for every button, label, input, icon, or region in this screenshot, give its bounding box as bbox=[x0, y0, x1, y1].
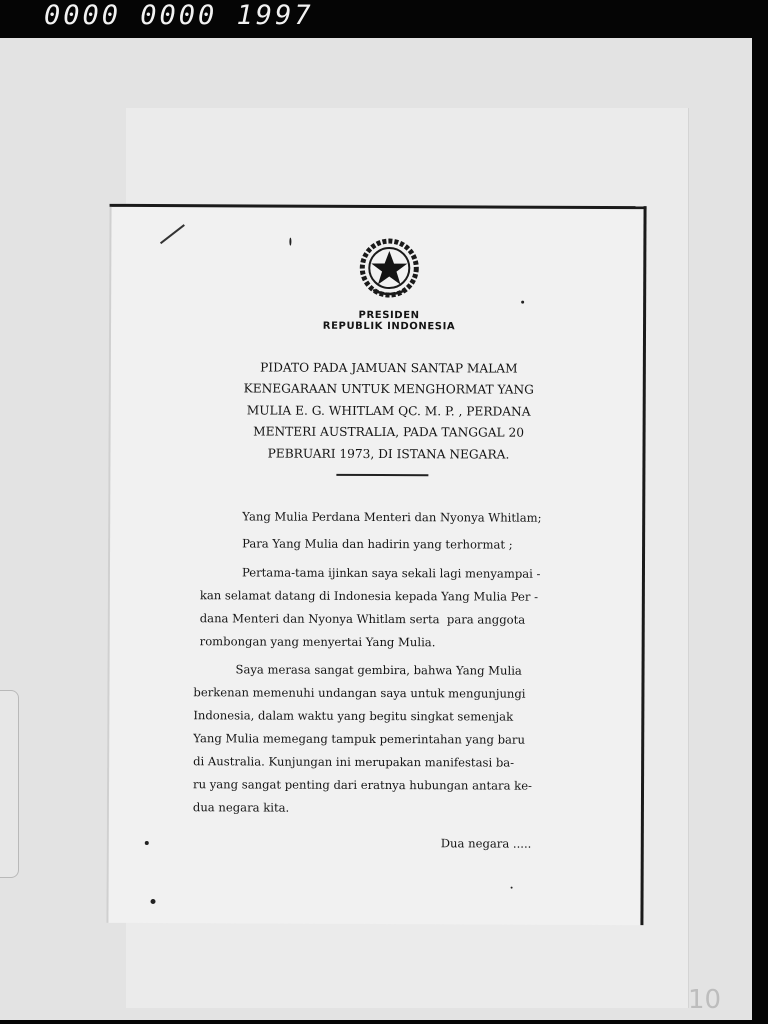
paragraph-line: dana Menteri dan Nyonya Whitlam serta para anggota bbox=[199, 611, 526, 627]
film-frame-number: 0000 0000 1997 bbox=[44, 0, 314, 31]
salutation-line: Yang Mulia Perdana Menteri dan Nyonya Whitlam; bbox=[242, 509, 542, 525]
salutation-line: Para Yang Mulia dan hadirin yang terhormat ; bbox=[242, 536, 513, 552]
speck bbox=[511, 887, 513, 889]
paragraph-line: Yang Mulia memegang tampuk pemerintahan yang baru bbox=[193, 731, 525, 747]
paragraph-line: kan selamat datang di Indonesia kepada Yang Mulia Per - bbox=[199, 588, 539, 604]
letterhead-line-2: REPUBLIK INDONESIA bbox=[322, 320, 456, 333]
paragraph-line: berkenan memenuhi undangan saya untuk mengunjungi bbox=[193, 685, 526, 701]
letterhead-line-1: PRESIDEN bbox=[358, 309, 420, 322]
paragraph-line: Pertama-tama ijinkan saya sekali lagi menyampai - bbox=[241, 565, 541, 581]
paragraph-line: rombongan yang menyertai Yang Mulia. bbox=[199, 634, 436, 650]
speck bbox=[289, 238, 291, 246]
paragraph-line: Indonesia, dalam waktu yang begitu singkat semenjak bbox=[193, 708, 514, 724]
continuation-catchword: Dua negara ..... bbox=[440, 836, 532, 851]
presidential-emblem-icon bbox=[359, 238, 419, 298]
paragraph-line: ru yang sangat penting dari eratnya hubungan antara ke- bbox=[193, 777, 533, 793]
paragraph-line: Saya merasa sangat gembira, bahwa Yang Mulia bbox=[235, 662, 522, 678]
speck bbox=[521, 301, 524, 304]
paragraph-line: dua negara kita. bbox=[192, 800, 290, 815]
backing-tab bbox=[0, 690, 19, 878]
pen-mark bbox=[160, 224, 185, 244]
speech-title: PIDATO PADA JAMUAN SANTAP MALAM KENEGARAAN UNTUK MENGHORMAT YANG MULIA E. G. WHITLAM QC. M. P. , PERDANA MENTERI AUSTRALIA, PADA TANGGAL 20 PEBRUARI 1973, DI ISTANA NEGARA. bbox=[243, 360, 534, 462]
speck bbox=[145, 841, 149, 845]
paragraph-line: di Australia. Kunjungan ini merupakan manifestasi ba- bbox=[193, 754, 515, 770]
corner-mark: 10 bbox=[688, 985, 722, 1015]
document-page bbox=[106, 204, 646, 925]
title-underline bbox=[336, 474, 428, 476]
speck bbox=[151, 899, 156, 904]
